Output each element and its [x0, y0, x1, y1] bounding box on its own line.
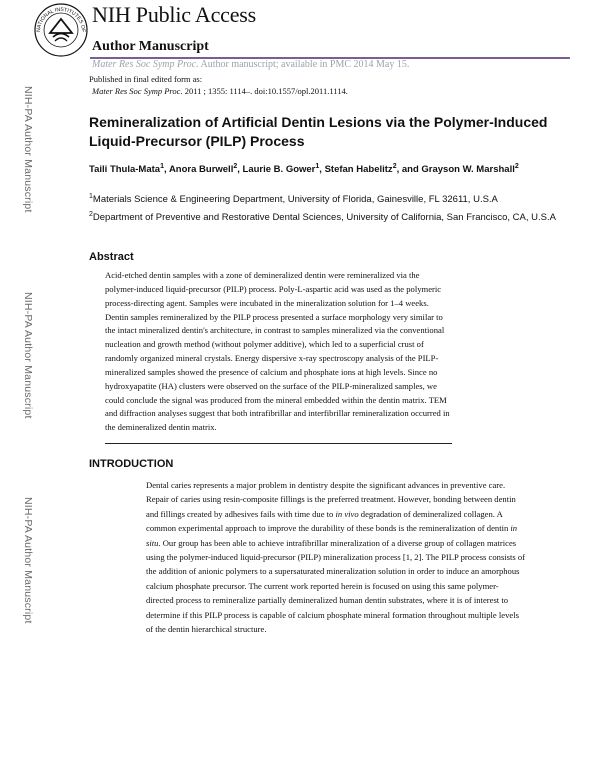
published-final-label: Published in final edited form as: [89, 74, 203, 84]
author-list: Taili Thula-Mata$^1$, Anora Burwell$^2$, Laurie B. Gower$^1$, Stefan Habelitz$^2$, and Grayson W. Marshall$^2$ [89, 162, 519, 175]
header-citation: Mater Res Soc Symp Proc. Author manuscript; available in PMC 2014 May 15. [92, 59, 410, 70]
introduction-text: Dental caries represents a major problem in dentistry despite the significant advances in preventive care. Repair of caries using resin-composite fillings is the preferred treatment. However, bonding between dentin and fillings created by adhesives fails with time due to in vivo degradation of demineralized collagen. A common experimental approach to improve the durability of these bonds is the remineralization of dentin in situ. Our group has been able to achieve intrafibrillar mineralization of a diverse group of collagen matrices using the polymer-induced liquid-precursor (PILP) mineralization process [1, 2]. The PILP process consists of the addition of anionic polymers to a supersaturated mineralization solution in order to induce an amorphous calcium phosphate precursor. The current work reported herein is focused on using this same polymer-directed process to remineralize partially demineralized human dentin substrates, where it is of interest to determine if this PILP process is capable of calcium phosphate mineral formation throughout multiple levels of the dentin hierarchical structure. [146, 480, 526, 635]
nih-logo [33, 2, 89, 58]
author-name: Taili Thula-Mata [89, 164, 161, 175]
author-name: Anora Burwell [168, 164, 234, 175]
article-title: Remineralization of Artificial Dentin Lesions via the Polymer-Induced Liquid-Precursor (PILP) Process [89, 114, 548, 149]
author-name: Laurie B. Gower [242, 164, 316, 175]
abstract-divider [105, 443, 452, 444]
sidebar-label-top: NIH-PA Author Manuscript [22, 86, 34, 213]
sidebar-label-bottom: NIH-PA Author Manuscript [22, 497, 34, 624]
svg-text:NATIONAL INSTITUTES OF HEALTH: NATIONAL INSTITUTES OF [35, 6, 87, 33]
author-name: Stefan Habelitz [324, 164, 393, 175]
affiliation-2: $^2$Department of Preventive and Restorative Dental Sciences, University of California, San Francisco, CA, U.S.A [89, 210, 556, 223]
nih-public-access-title: NIH Public Access [92, 2, 257, 27]
author-manuscript-label: Author Manuscript [92, 39, 209, 54]
sidebar-label-middle: NIH-PA Author Manuscript [22, 292, 34, 419]
introduction-heading: INTRODUCTION [89, 458, 174, 470]
abstract-text: Acid-etched dentin samples with a zone of demineralized dentin were remineralized via the polymer-induced liquid-precursor (PILP) process. Poly-L-aspartic acid was used as the polymeric process-directing agent. Samples were incubated in the mineralization solution for 1–4 weeks. Dentin samples remineralized by the PILP process presented a surface morphology very similar to the intact mineralized dentin's architecture, in contrast to samples mineralized via the conventional nucleation and growth method (without polymer additive), which led to a superficial crust of randomly organized mineral crystals. Energy dispersive x-ray spectroscopy analysis of the PILP-mineralized samples showed the presence of calcium and phosphate ions at high levels. Since no hydroxyapatite (HA) clusters were observed on the surface of the PILP-mineralized samples, we could conclude the signal was produced from the mineral embedded within the dentin matrix. TEM and diffraction analyses suggest that both intrafibrillar and interfibrillar remineralization occurred in the demineralized dentin matrix. [105, 270, 450, 433]
publication-citation: Mater Res Soc Symp Proc. 2011 ; 1355: 1114–. doi:10.1557/opl.2011.1114. [92, 86, 348, 96]
abstract-heading: Abstract [89, 251, 134, 263]
author-name: Grayson W. Marshall [421, 164, 515, 175]
affiliation-1: $^1$Materials Science & Engineering Department, University of Florida, Gainesville, FL 32611, U.S.A [89, 192, 498, 205]
